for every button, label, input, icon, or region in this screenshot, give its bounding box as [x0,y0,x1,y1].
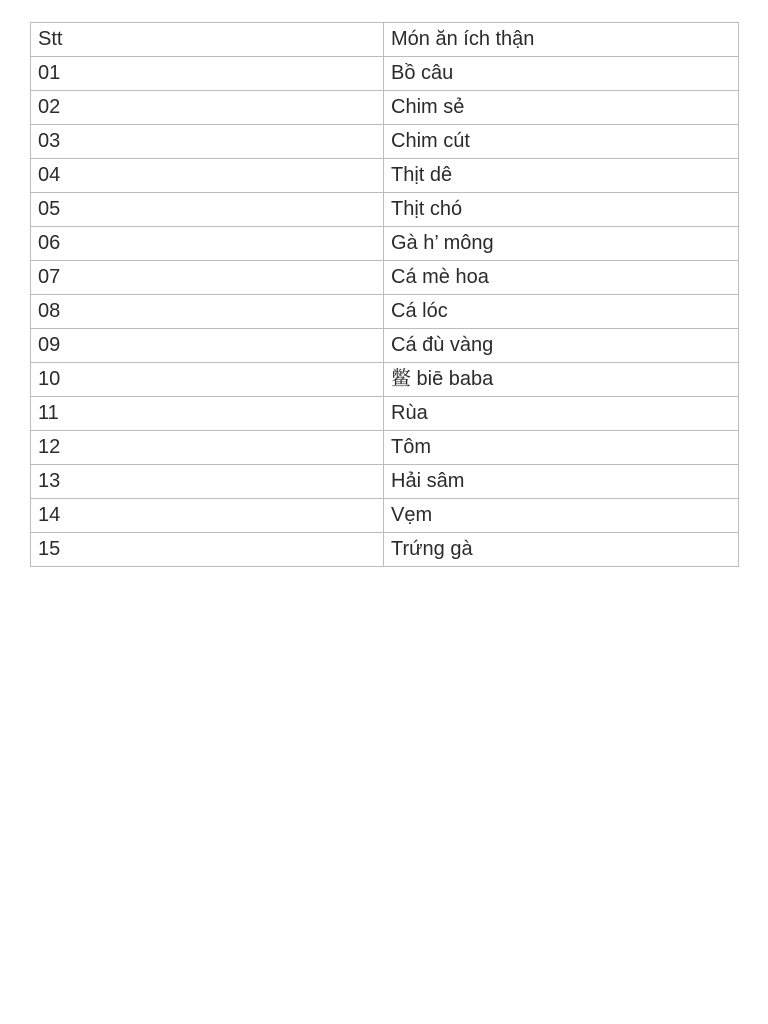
cell-food: Tôm [384,431,739,465]
cell-food: Thịt chó [384,193,739,227]
cell-food: Cá mè hoa [384,261,739,295]
table-header-row [31,23,739,57]
table-row [31,91,739,125]
cell-food: Trứng gà [384,533,739,567]
cell-stt: 09 [31,329,384,363]
table-row [31,465,739,499]
cell-stt: 01 [31,57,384,91]
table-row [31,159,739,193]
table-row [31,431,739,465]
table-row [31,329,739,363]
cell-stt: 02 [31,91,384,125]
cell-food: Gà h’ mông [384,227,739,261]
table-row [31,499,739,533]
cell-food: Rùa [384,397,739,431]
cell-stt: 08 [31,295,384,329]
cell-stt: 10 [31,363,384,397]
cell-food: Chim sẻ [384,91,739,125]
cell-food: Chim cút [384,125,739,159]
table-row [31,397,739,431]
cell-food: Vẹm [384,499,739,533]
table-row [31,363,739,397]
cell-stt: 11 [31,397,384,431]
table-row [31,193,739,227]
document-page [30,22,738,567]
header-food: Món ăn ích thận [384,23,739,57]
cell-food: Cá đù vàng [384,329,739,363]
table-row [31,125,739,159]
cell-stt: 04 [31,159,384,193]
table-row [31,295,739,329]
cell-stt: 06 [31,227,384,261]
header-stt: Stt [31,23,384,57]
cell-stt: 14 [31,499,384,533]
cell-stt: 15 [31,533,384,567]
cell-food: Hải sâm [384,465,739,499]
cell-stt: 03 [31,125,384,159]
cell-stt: 05 [31,193,384,227]
table-row [31,227,739,261]
cell-food: 鳖 biē baba [384,363,739,397]
table-row [31,261,739,295]
cell-food: Thịt dê [384,159,739,193]
food-table [30,22,739,567]
cell-stt: 07 [31,261,384,295]
cell-stt: 12 [31,431,384,465]
cell-stt: 13 [31,465,384,499]
cell-food: Bồ câu [384,57,739,91]
table-row [31,57,739,91]
cell-food: Cá lóc [384,295,739,329]
table-row [31,533,739,567]
